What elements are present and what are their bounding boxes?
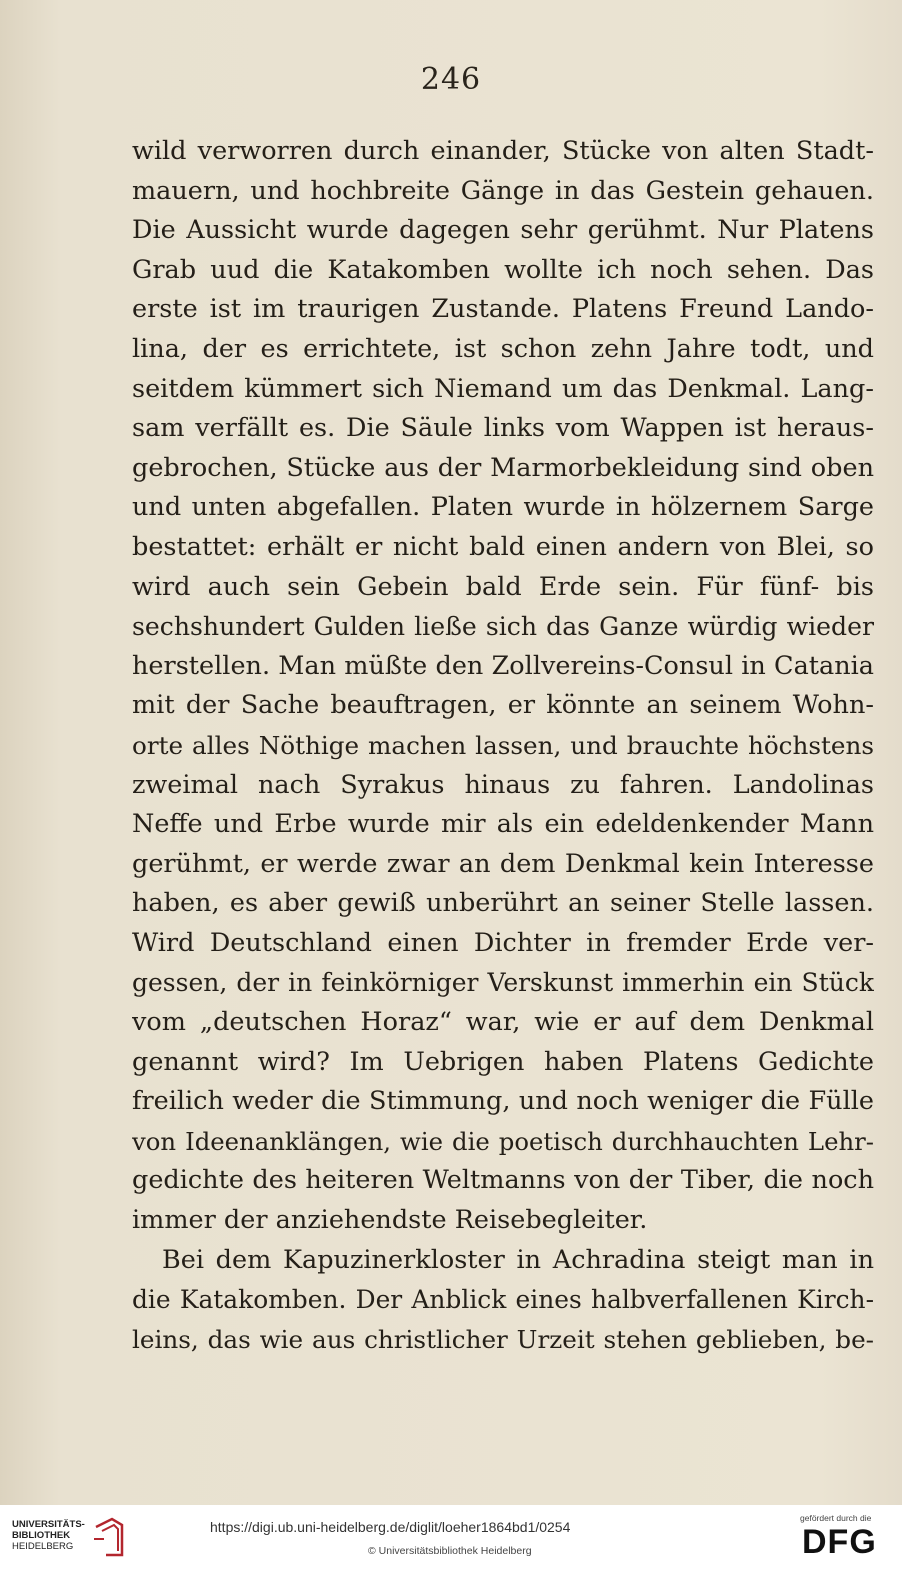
- text-line: vom „deutschen Horaz“ war, wie er auf dem Denkmal: [132, 1007, 874, 1038]
- text-line: mit der Sache beauftragen, er könnte an seinem Wohn-: [132, 690, 874, 721]
- text-line: lina, der es errichtete, ist schon zehn Jahre todt, und: [132, 333, 874, 364]
- text-line: Neffe und Erbe wurde mir als ein edeldenkender Mann: [132, 809, 874, 840]
- text-line: und unten abgefallen. Platen wurde in hölzernem Sarge: [132, 492, 874, 523]
- text-line: haben, es aber gewiß unberührt an seiner Stelle lassen.: [132, 888, 874, 919]
- text-line: von Ideenanklängen, wie die poetisch durchhauchten Lehr-: [132, 1126, 874, 1156]
- text-line: freilich weder die Stimmung, und noch weniger die Fülle: [132, 1086, 874, 1117]
- text-line: mauern, und hochbreite Gänge in das Gestein gehauen.: [132, 175, 874, 206]
- page-number: 246: [420, 62, 482, 97]
- text-line: leins, das wie aus christlicher Urzeit stehen geblieben, be-: [132, 1324, 874, 1354]
- text-line: immer der anziehendste Reisebegleiter.: [132, 1205, 648, 1236]
- library-logo-text: [12, 1519, 85, 1552]
- text-line: wild verworren durch einander, Stücke von alten Stadt-: [132, 136, 874, 166]
- library-logo-icon: [92, 1515, 126, 1559]
- text-line: zweimal nach Syrakus hinaus zu fahren. Landolinas: [132, 769, 874, 800]
- text-line: herstellen. Man müßte den Zollvereins-Consul in Catania: [132, 650, 874, 681]
- text-line: wird auch sein Gebein bald Erde sein. Für fünf- bis: [132, 571, 874, 602]
- text-line: gerühmt, er werde zwar an dem Denkmal kein Interesse: [132, 848, 874, 879]
- viewer-footer: [0, 1505, 902, 1569]
- page-url-link[interactable]: https://digi.ub.uni-heidelberg.de/diglit/loeher1864bd1/0254: [210, 1519, 571, 1535]
- text-line: Die Aussicht wurde dagegen sehr gerühmt. Nur Platens: [132, 215, 874, 246]
- text-line: Bei dem Kapuzinerkloster in Achradina steigt man in: [162, 1244, 874, 1275]
- text-line: gebrochen, Stücke aus der Marmorbekleidung sind oben: [132, 452, 874, 483]
- copyright-notice: © Universitätsbibliothek Heidelberg: [368, 1545, 532, 1557]
- body-text: [132, 132, 874, 1359]
- text-line: bestattet: erhält er nicht bald einen andern von Blei, so: [132, 531, 874, 562]
- funding-label: gefördert durch die: [800, 1513, 872, 1523]
- library-name-line3: HEIDELBERG: [12, 1541, 74, 1552]
- library-name-line2: BIBLIOTHEK: [12, 1530, 71, 1541]
- text-line: Grab uud die Katakomben wollte ich noch sehen. Das: [132, 254, 874, 285]
- text-line: gessen, der in feinkörniger Verskunst immerhin ein Stück: [132, 968, 874, 998]
- library-name-line1: UNIVERSITÄTS-: [12, 1519, 85, 1530]
- text-line: die Katakomben. Der Anblick eines halbverfallenen Kirch-: [132, 1285, 874, 1315]
- text-line: seitdem kümmert sich Niemand um das Denkmal. Lang-: [132, 373, 874, 404]
- text-line: Wird Deutschland einen Dichter in fremder Erde ver-: [132, 927, 874, 958]
- text-line: orte alles Nöthige machen lassen, und brauchte höchstens: [132, 730, 874, 760]
- text-line: genannt wird? Im Uebrigen haben Platens Gedichte: [132, 1046, 874, 1077]
- text-line: gedichte des heiteren Weltmanns von der Tiber, die noch: [132, 1165, 874, 1196]
- text-line: erste ist im traurigen Zustande. Platens Freund Lando-: [132, 294, 874, 325]
- text-line: sam verfällt es. Die Säule links vom Wappen ist heraus-: [132, 413, 874, 444]
- text-line: sechshundert Gulden ließe sich das Ganze würdig wieder: [132, 612, 874, 642]
- dfg-logo: DFG: [802, 1523, 877, 1561]
